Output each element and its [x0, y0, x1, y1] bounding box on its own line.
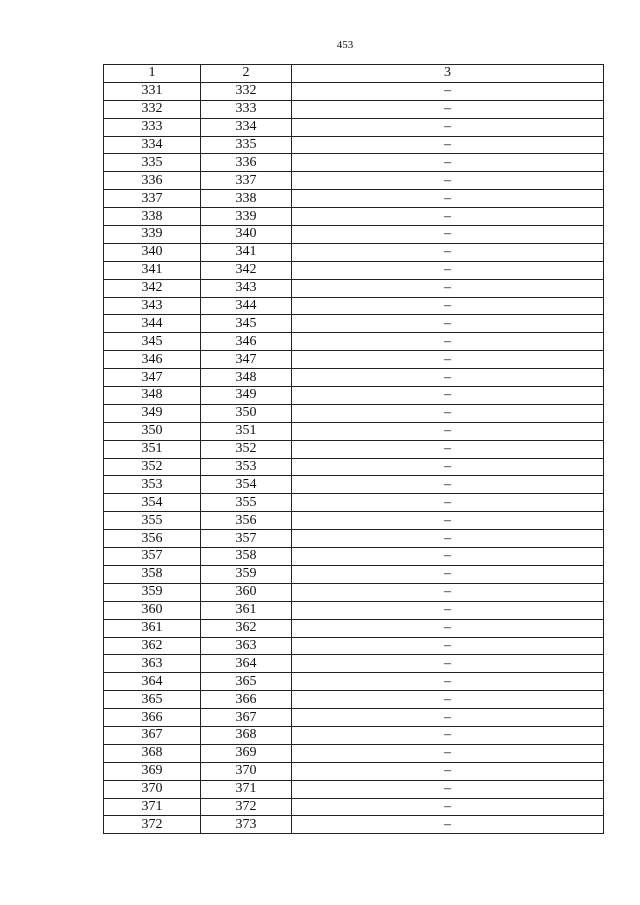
table-header	[104, 65, 604, 83]
table-cell-col-3: –	[292, 118, 604, 136]
table-row	[104, 333, 604, 351]
table-cell-col-1: 333	[104, 118, 201, 136]
table-cell-col-3: –	[292, 387, 604, 405]
table-row	[104, 118, 604, 136]
table-cell-col-3: –	[292, 154, 604, 172]
table-cell-col-1: 368	[104, 744, 201, 762]
table-cell-col-1: 345	[104, 333, 201, 351]
table-cell-col-2: 370	[201, 762, 292, 780]
table-cell-col-1: 372	[104, 816, 201, 834]
table-cell-col-2: 355	[201, 494, 292, 512]
table-cell-col-3: –	[292, 709, 604, 727]
table-cell-col-3: –	[292, 512, 604, 530]
table-cell-col-2: 333	[201, 100, 292, 118]
table-cell-col-2: 352	[201, 440, 292, 458]
table-cell-col-1: 369	[104, 762, 201, 780]
table-row	[104, 744, 604, 762]
table-cell-col-1: 343	[104, 297, 201, 315]
table-cell-col-3: –	[292, 440, 604, 458]
table-cell-col-3: –	[292, 637, 604, 655]
table-cell-col-3: –	[292, 494, 604, 512]
table-row	[104, 619, 604, 637]
table-cell-col-3: –	[292, 82, 604, 100]
table-cell-col-3: –	[292, 583, 604, 601]
table-row	[104, 136, 604, 154]
table-cell-col-2: 334	[201, 118, 292, 136]
table-cell-col-1: 362	[104, 637, 201, 655]
table-cell-col-1: 351	[104, 440, 201, 458]
table-row	[104, 82, 604, 100]
table-cell-col-1: 348	[104, 387, 201, 405]
table-cell-col-3: –	[292, 530, 604, 548]
table-cell-col-2: 344	[201, 297, 292, 315]
table-cell-col-2: 365	[201, 673, 292, 691]
table-cell-col-1: 371	[104, 798, 201, 816]
table-cell-col-3: –	[292, 172, 604, 190]
table-cell-col-2: 335	[201, 136, 292, 154]
table-cell-col-3: –	[292, 744, 604, 762]
table-row	[104, 530, 604, 548]
table-cell-col-1: 332	[104, 100, 201, 118]
table-cell-col-1: 336	[104, 172, 201, 190]
table-cell-col-1: 339	[104, 226, 201, 244]
table-row	[104, 673, 604, 691]
table-row	[104, 512, 604, 530]
table-cell-col-1: 359	[104, 583, 201, 601]
table-cell-col-2: 359	[201, 565, 292, 583]
table-cell-col-3: –	[292, 691, 604, 709]
table-row	[104, 816, 604, 834]
table-cell-col-3: –	[292, 243, 604, 261]
table-cell-col-2: 360	[201, 583, 292, 601]
table-cell-col-1: 337	[104, 190, 201, 208]
table-cell-col-1: 355	[104, 512, 201, 530]
table-cell-col-1: 360	[104, 601, 201, 619]
table-cell-col-1: 342	[104, 279, 201, 297]
table-row	[104, 494, 604, 512]
table-cell-col-3: –	[292, 136, 604, 154]
table-cell-col-2: 358	[201, 548, 292, 566]
table-cell-col-1: 365	[104, 691, 201, 709]
table-cell-col-2: 362	[201, 619, 292, 637]
table-cell-col-2: 332	[201, 82, 292, 100]
table-cell-col-1: 363	[104, 655, 201, 673]
table-body	[104, 82, 604, 833]
table-row	[104, 655, 604, 673]
table-cell-col-1: 338	[104, 208, 201, 226]
table-cell-col-2: 363	[201, 637, 292, 655]
table-row	[104, 726, 604, 744]
table-cell-col-3: –	[292, 458, 604, 476]
table-row	[104, 387, 604, 405]
table-cell-col-1: 347	[104, 369, 201, 387]
table-cell-col-3: –	[292, 297, 604, 315]
table-cell-col-2: 371	[201, 780, 292, 798]
header-col-2: 2	[201, 65, 292, 83]
table-cell-col-1: 354	[104, 494, 201, 512]
table-row	[104, 583, 604, 601]
header-col-1: 1	[104, 65, 201, 83]
table-header-row	[104, 65, 604, 83]
table-cell-col-3: –	[292, 619, 604, 637]
table-row	[104, 261, 604, 279]
table-cell-col-3: –	[292, 100, 604, 118]
table-cell-col-3: –	[292, 315, 604, 333]
table-row	[104, 601, 604, 619]
table-cell-col-2: 350	[201, 404, 292, 422]
table-row	[104, 190, 604, 208]
table-row	[104, 404, 604, 422]
table-row	[104, 637, 604, 655]
table-cell-col-3: –	[292, 476, 604, 494]
table-row	[104, 798, 604, 816]
table-cell-col-3: –	[292, 333, 604, 351]
table-cell-col-3: –	[292, 422, 604, 440]
table-cell-col-2: 343	[201, 279, 292, 297]
page-number: 453	[336, 39, 354, 51]
table-cell-col-3: –	[292, 565, 604, 583]
table-cell-col-3: –	[292, 261, 604, 279]
table-cell-col-2: 353	[201, 458, 292, 476]
table-cell-col-2: 356	[201, 512, 292, 530]
table-cell-col-3: –	[292, 279, 604, 297]
table-cell-col-1: 350	[104, 422, 201, 440]
table-cell-col-3: –	[292, 226, 604, 244]
table-cell-col-2: 357	[201, 530, 292, 548]
table-cell-col-1: 364	[104, 673, 201, 691]
table-row	[104, 208, 604, 226]
table-cell-col-1: 346	[104, 351, 201, 369]
table-row	[104, 691, 604, 709]
table-cell-col-1: 331	[104, 82, 201, 100]
table-cell-col-2: 336	[201, 154, 292, 172]
table-cell-col-3: –	[292, 601, 604, 619]
table-cell-col-2: 342	[201, 261, 292, 279]
table-row	[104, 548, 604, 566]
table-cell-col-3: –	[292, 673, 604, 691]
table-cell-col-2: 341	[201, 243, 292, 261]
table-cell-col-1: 352	[104, 458, 201, 476]
table-cell-col-2: 367	[201, 709, 292, 727]
table-row	[104, 422, 604, 440]
table-cell-col-2: 346	[201, 333, 292, 351]
table-cell-col-1: 361	[104, 619, 201, 637]
data-table	[103, 64, 604, 834]
table-cell-col-3: –	[292, 548, 604, 566]
table-cell-col-1: 370	[104, 780, 201, 798]
table-cell-col-2: 347	[201, 351, 292, 369]
table-cell-col-1: 366	[104, 709, 201, 727]
table-row	[104, 351, 604, 369]
table-row	[104, 297, 604, 315]
table-cell-col-2: 349	[201, 387, 292, 405]
table-row	[104, 226, 604, 244]
table-row	[104, 780, 604, 798]
table-cell-col-2: 345	[201, 315, 292, 333]
table-cell-col-1: 353	[104, 476, 201, 494]
table-cell-col-3: –	[292, 190, 604, 208]
table-cell-col-3: –	[292, 208, 604, 226]
table-cell-col-1: 349	[104, 404, 201, 422]
table-cell-col-2: 368	[201, 726, 292, 744]
table-cell-col-2: 373	[201, 816, 292, 834]
table-row	[104, 565, 604, 583]
table-cell-col-1: 340	[104, 243, 201, 261]
table-cell-col-1: 334	[104, 136, 201, 154]
table-cell-col-1: 335	[104, 154, 201, 172]
table-row	[104, 709, 604, 727]
table-row	[104, 154, 604, 172]
table-row	[104, 458, 604, 476]
table-cell-col-2: 354	[201, 476, 292, 494]
table-cell-col-3: –	[292, 780, 604, 798]
table-cell-col-3: –	[292, 798, 604, 816]
table-cell-col-1: 357	[104, 548, 201, 566]
header-col-3: 3	[292, 65, 604, 83]
table-row	[104, 440, 604, 458]
table-cell-col-3: –	[292, 351, 604, 369]
table-row	[104, 279, 604, 297]
table-cell-col-2: 369	[201, 744, 292, 762]
table-cell-col-3: –	[292, 404, 604, 422]
table-cell-col-1: 344	[104, 315, 201, 333]
table-cell-col-2: 348	[201, 369, 292, 387]
table-cell-col-2: 351	[201, 422, 292, 440]
table-cell-col-2: 361	[201, 601, 292, 619]
table-row	[104, 476, 604, 494]
table-cell-col-2: 337	[201, 172, 292, 190]
table-cell-col-1: 356	[104, 530, 201, 548]
table-cell-col-1: 341	[104, 261, 201, 279]
table-cell-col-3: –	[292, 655, 604, 673]
table-cell-col-3: –	[292, 369, 604, 387]
table-row	[104, 315, 604, 333]
table-cell-col-2: 338	[201, 190, 292, 208]
table-cell-col-2: 366	[201, 691, 292, 709]
table-cell-col-2: 364	[201, 655, 292, 673]
table-row	[104, 243, 604, 261]
table-cell-col-3: –	[292, 816, 604, 834]
table-row	[104, 762, 604, 780]
table-cell-col-1: 367	[104, 726, 201, 744]
table-cell-col-3: –	[292, 762, 604, 780]
table-cell-col-2: 339	[201, 208, 292, 226]
table-row	[104, 172, 604, 190]
table-row	[104, 369, 604, 387]
table-cell-col-1: 358	[104, 565, 201, 583]
table-cell-col-2: 372	[201, 798, 292, 816]
table-cell-col-2: 340	[201, 226, 292, 244]
table-cell-col-3: –	[292, 726, 604, 744]
table-row	[104, 100, 604, 118]
